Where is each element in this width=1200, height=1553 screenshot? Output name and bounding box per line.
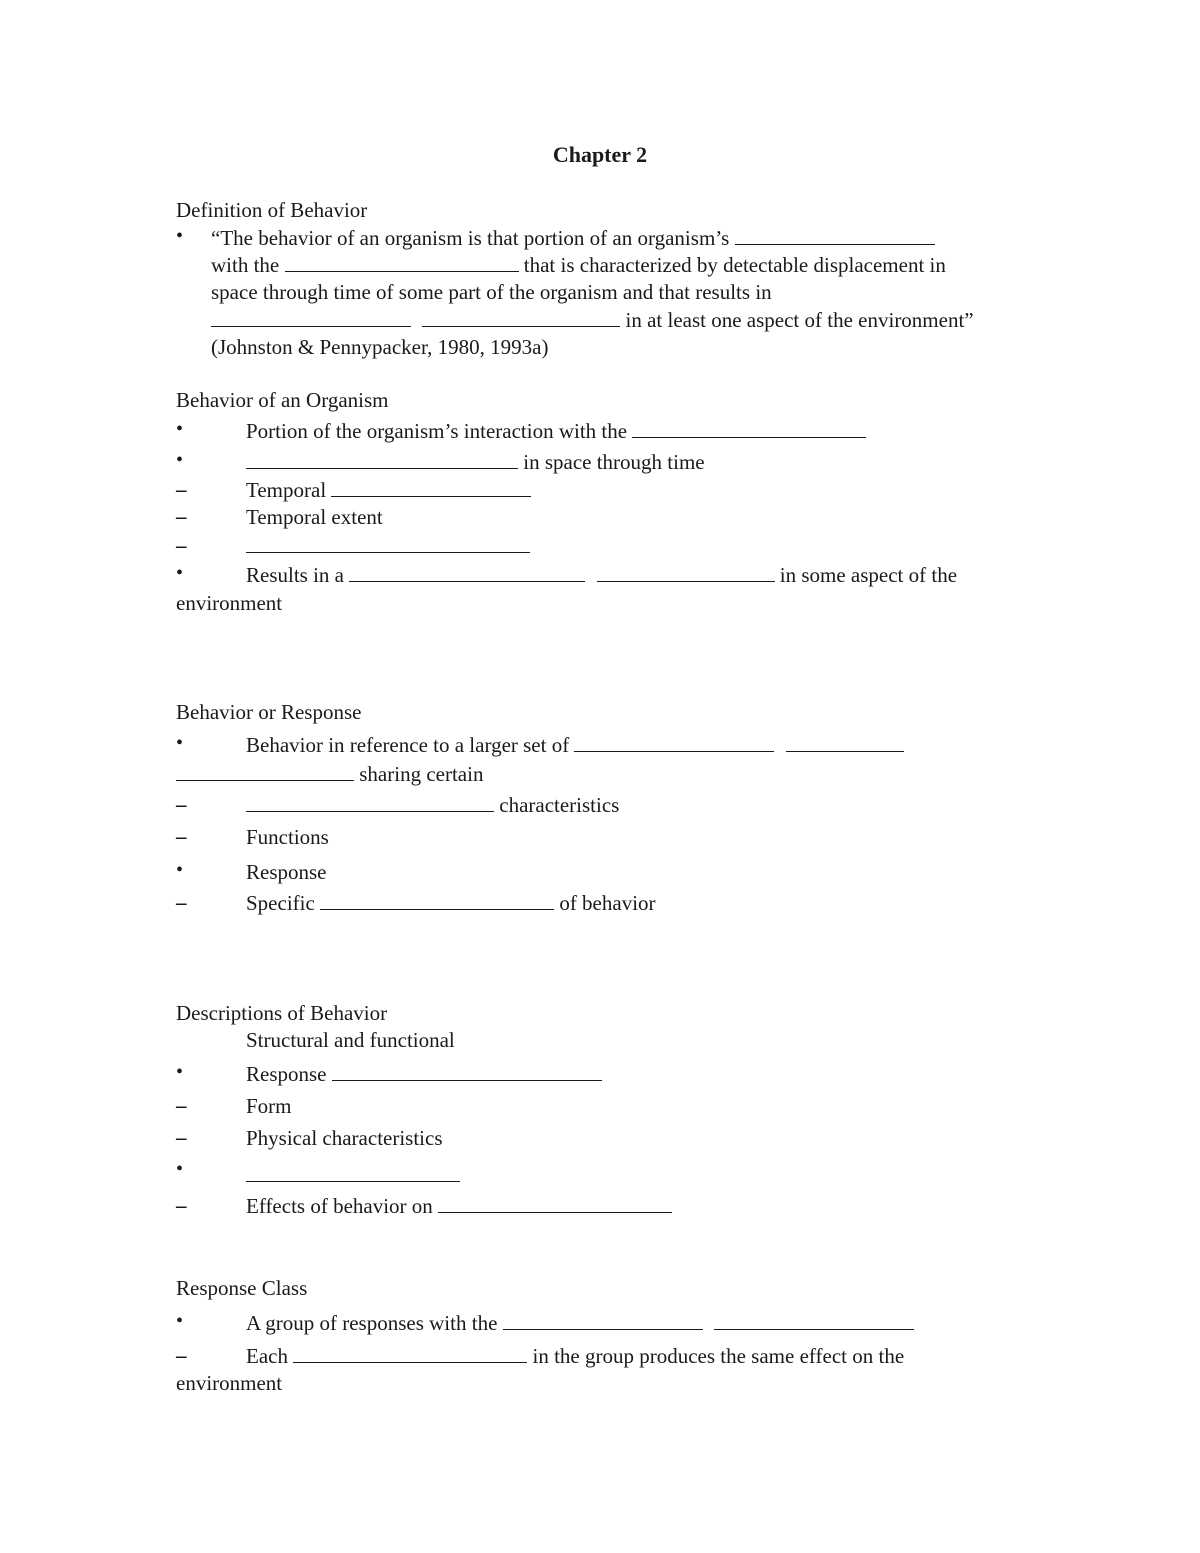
fill-blank[interactable] [293,1344,527,1363]
section-heading-descriptions: Descriptions of Behavior [176,1001,388,1025]
section-heading-response-class: Response Class [176,1276,308,1300]
fill-blank[interactable] [786,733,904,752]
fill-blank[interactable] [320,891,554,910]
fill-blank[interactable] [632,419,866,438]
list-item: Behavior in reference to a larger set of [246,732,904,758]
page-title: Chapter 2 [552,142,648,167]
fill-blank[interactable] [285,253,519,272]
fill-blank[interactable] [735,226,935,245]
fill-blank[interactable] [714,1311,914,1330]
bullet-marker: • [176,225,184,247]
list-item: Each in the group produces the same effect on the [246,1344,905,1368]
dash-marker: – [176,533,187,557]
bullet-marker: • [176,1158,184,1180]
list-item-continuation: environment [176,1371,283,1395]
fill-blank[interactable] [574,733,774,752]
definition-quote-line-1: “The behavior of an organism is that portion of an organism’s [211,225,935,251]
definition-quote-line-2: with the that is characterized by detectable displacement in [211,253,946,277]
fill-blank[interactable] [597,563,775,582]
fill-blank[interactable] [331,478,531,497]
fill-blank[interactable] [422,308,620,327]
bullet-marker: • [176,1061,184,1083]
list-item: Response [246,860,327,884]
dash-marker: – [176,1193,187,1217]
bullet-marker: • [176,449,184,471]
bullet-marker: • [176,562,184,584]
fill-blank[interactable] [503,1311,703,1330]
fill-blank[interactable] [246,1163,460,1182]
dash-marker: – [176,792,187,816]
dash-marker: – [176,824,187,848]
list-item [246,533,530,559]
list-item: A group of responses with the [246,1310,914,1336]
list-item-continuation: environment [176,591,283,615]
list-item: Temporal extent [246,505,383,529]
fill-blank[interactable] [438,1194,672,1213]
definition-quote-line-4: in at least one aspect of the environment” [211,307,974,333]
bullet-marker: • [176,418,184,440]
citation: (Johnston & Pennypacker, 1980, 1993a) [211,335,549,359]
section-heading-definition: Definition of Behavior [176,198,368,222]
list-item: Functions [246,825,329,849]
dash-marker: – [176,890,187,914]
bullet-marker: • [176,1310,184,1332]
bullet-marker: • [176,859,184,881]
list-item: in space through time [246,449,705,475]
list-item: Form [246,1094,292,1118]
fill-blank[interactable] [246,450,518,469]
list-item-continuation: sharing certain [176,761,483,787]
list-item: Specific of behavior [246,891,656,915]
fill-blank[interactable] [176,762,354,781]
dash-marker: – [176,1343,187,1367]
section-heading-behavior-organism: Behavior of an Organism [176,388,389,412]
list-item: Temporal [246,477,531,503]
fill-blank[interactable] [246,793,494,812]
definition-quote-line-3: space through time of some part of the organism and that results in [211,280,772,304]
subheading: Structural and functional [246,1028,455,1052]
bullet-marker: • [176,732,184,754]
list-item: characteristics [246,792,619,818]
dash-marker: – [176,504,187,528]
section-heading-behavior-response: Behavior or Response [176,700,362,724]
list-item: Results in a in some aspect of the [246,563,958,587]
list-item: Response [246,1061,602,1087]
dash-marker: – [176,477,187,501]
fill-blank[interactable] [332,1062,602,1081]
dash-marker: – [176,1093,187,1117]
list-item: Effects of behavior on [246,1193,672,1219]
fill-blank[interactable] [349,563,585,582]
fill-blank[interactable] [211,308,411,327]
list-item [246,1162,460,1188]
list-item: Physical characteristics [246,1126,443,1150]
fill-blank[interactable] [246,534,530,553]
dash-marker: – [176,1125,187,1149]
list-item: Portion of the organism’s interaction with the [246,418,866,444]
